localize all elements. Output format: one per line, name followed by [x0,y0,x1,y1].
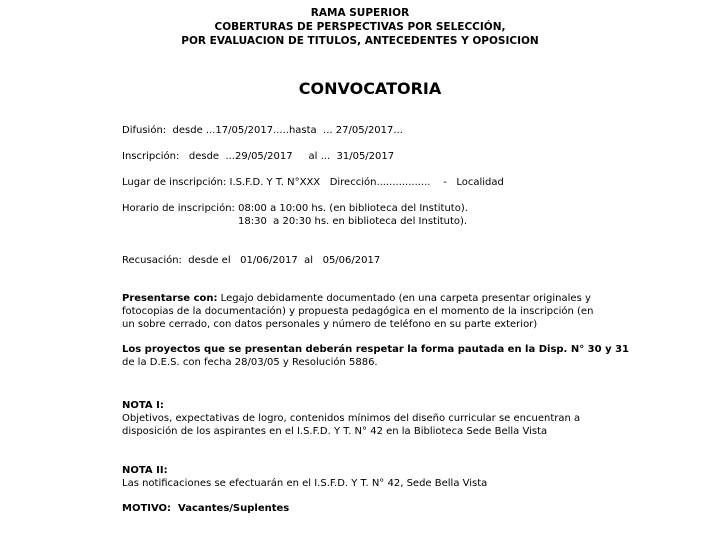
motivo-line [122,503,289,515]
proyectos-line-1: Los proyectos que se presentan deberán respetar la forma pautada en la Disp. N° 30 y 31 [122,344,629,355]
motivo-label: MOTIVO: [122,503,172,514]
presentarse-text: Legajo debidamente documentado (en una carpeta presentar originales y [217,293,591,304]
inscripcion-line: Inscripción: desde ...29/05/2017 al ... 31/05/2017 [122,151,395,162]
horario-line-2: 18:30 a 20:30 hs. en biblioteca del Instituto). [238,216,468,227]
nota-2-line-1: Las notificaciones se efectuarán en el I.S.F.D. Y T. N° 42, Sede Bella Vista [122,478,488,489]
motivo-value: Vacantes/Suplentes [171,503,290,514]
presentarse-line-3: un sobre cerrado, con datos personales y número de teléfono en su parte exterior) [122,319,538,330]
nota-1-line-2: disposición de los aspirantes en el I.S.F.D. Y T. N° 42 en la Biblioteca Sede Bella Vista [122,426,548,437]
header-line-1: RAMA SUPERIOR [310,7,410,19]
document-title: CONVOCATORIA [298,79,442,98]
lugar-line: Lugar de inscripción: I.S.F.D. Y T. N°XXX Dirección................. - Localidad [122,177,504,188]
nota-1-line-1: Objetivos, expectativas de logro, contenidos mínimos del diseño curricular se encuentran a [122,413,581,424]
presentarse-line-2: fotocopias de la documentación) y propuesta pedagógica en el momento de la inscripción (en [122,306,594,317]
proyectos-line-2: de la D.E.S. con fecha 28/03/05 y Resolución 5886. [122,357,378,368]
presentarse-label: Presentarse con: [122,293,218,304]
header-line-2: COBERTURAS DE PERSPECTIVAS POR SELECCIÓN, [214,21,506,33]
header-line-3: POR EVALUACION DE TITULOS, ANTECEDENTES Y OPOSICION [181,35,539,47]
presentarse-line-1 [122,293,591,305]
horario-line-1: Horario de inscripción: 08:00 a 10:00 hs. (en biblioteca del Instituto). [122,203,468,214]
difusion-line: Difusión: desde ...17/05/2017.....hasta ... 27/05/2017... [122,125,403,136]
nota-2-label: NOTA II: [122,465,168,476]
recusacion-line: Recusación: desde el 01/06/2017 al 05/06/2017 [122,255,381,266]
nota-1-label: NOTA I: [122,400,164,411]
